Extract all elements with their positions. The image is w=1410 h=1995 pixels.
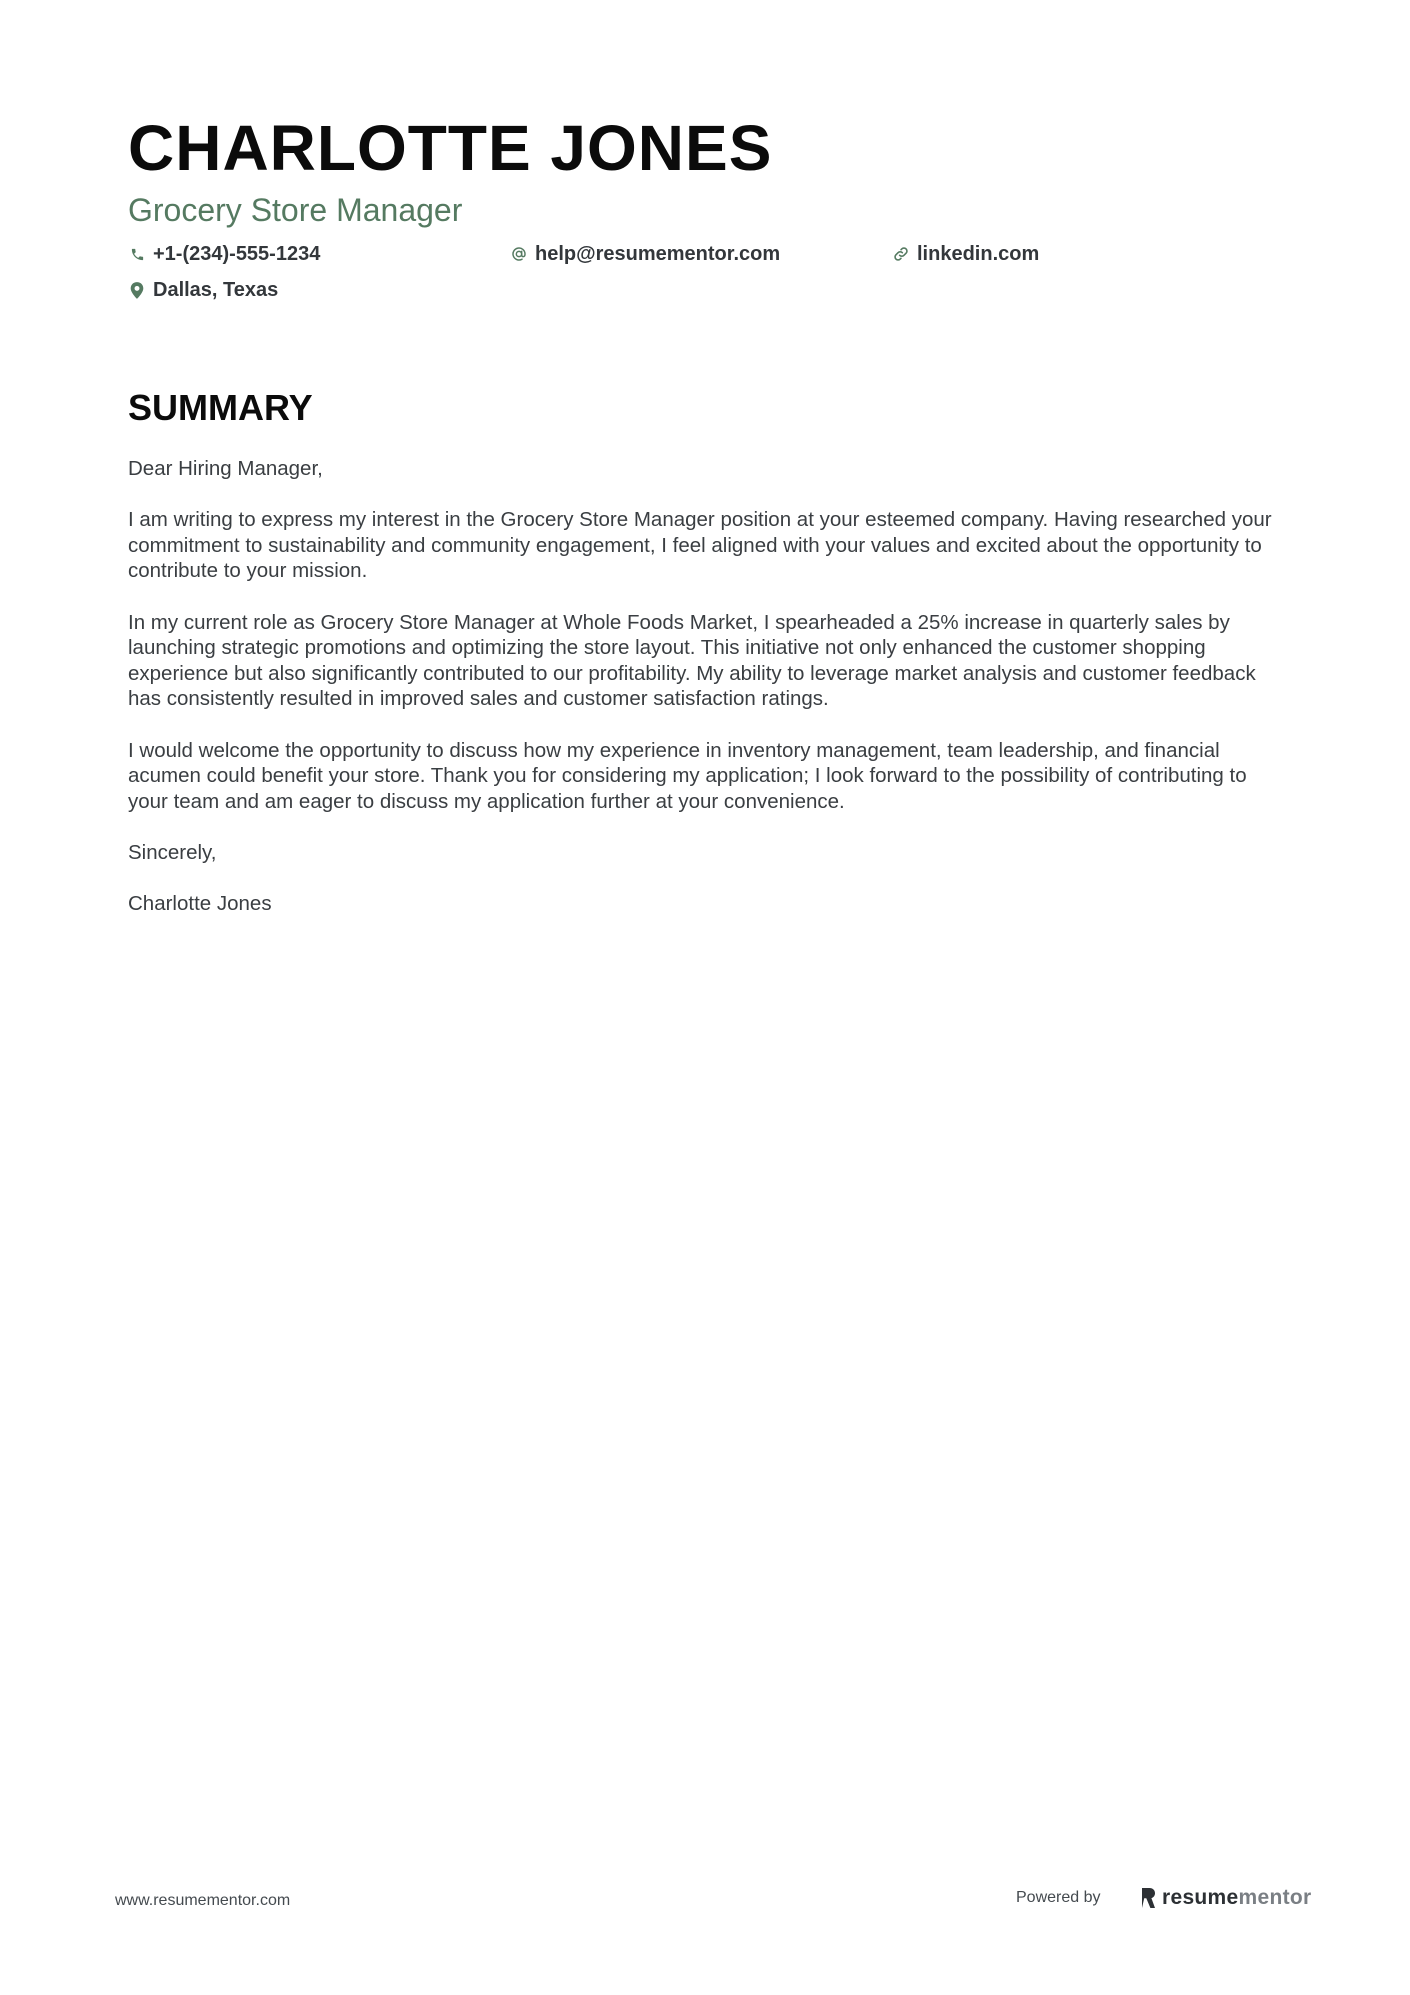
candidate-name: CHARLOTTE JONES [128, 112, 773, 184]
at-sign-icon [510, 245, 528, 263]
linkedin-text: linkedin.com [917, 242, 1040, 265]
letter-greeting: Dear Hiring Manager, [128, 457, 323, 480]
summary-heading: SUMMARY [128, 387, 313, 428]
contact-linkedin[interactable] [892, 239, 1039, 269]
brand-word-part-2: mentor [1238, 1886, 1312, 1909]
contact-phone[interactable] [128, 239, 320, 269]
link-icon [892, 245, 910, 263]
phone-text: +1-(234)-555-1234 [153, 242, 321, 265]
email-text: help@resumementor.com [535, 242, 781, 265]
map-pin-icon [128, 281, 146, 299]
contact-email[interactable] [510, 239, 780, 269]
letter-paragraph: In my current role as Grocery Store Manager at Whole Foods Market, I spearheaded a 25% increase in quarterly sales by launching strategic promotions and optimizing the store layout. This initiative not only enhanced the customer shopping experience but also significantly contributed to our profitability. My ability to leverage market analysis and customer feedback has consistently resulted in improved sales and customer satisfaction ratings. [128, 610, 1256, 711]
cover-letter-body [128, 456, 1288, 942]
contact-info [128, 239, 1288, 309]
letter-signature: Charlotte Jones [128, 892, 272, 916]
letter-paragraph: I am writing to express my interest in the Grocery Store Manager position at your esteemed company. Having researched your commitment to sustainability and community engagement, I feel aligned with your values and excited about the opportunity to contribute to your mission. [128, 508, 1272, 583]
location-text: Dallas, Texas [153, 278, 279, 301]
phone-icon [128, 245, 146, 263]
contact-location [128, 275, 278, 305]
brand-word-part-1: resume [1162, 1886, 1239, 1909]
letter-paragraph: I would welcome the opportunity to discuss how my experience in inventory management, team leadership, and financial acumen could benefit your store. Thank you for considering my application; I look forward to the possibility of contributing to your team and am eager to discuss my application further at your convenience. [128, 738, 1247, 813]
resumementor-logo-icon [1140, 1888, 1156, 1908]
footer-website-link[interactable]: www.resumementor.com [115, 1892, 291, 1909]
brand-logo[interactable] [1140, 1883, 1312, 1913]
letter-closing: Sincerely, [128, 840, 217, 864]
job-title: Grocery Store Manager [128, 192, 463, 228]
powered-by-label: Powered by [1016, 1889, 1101, 1906]
